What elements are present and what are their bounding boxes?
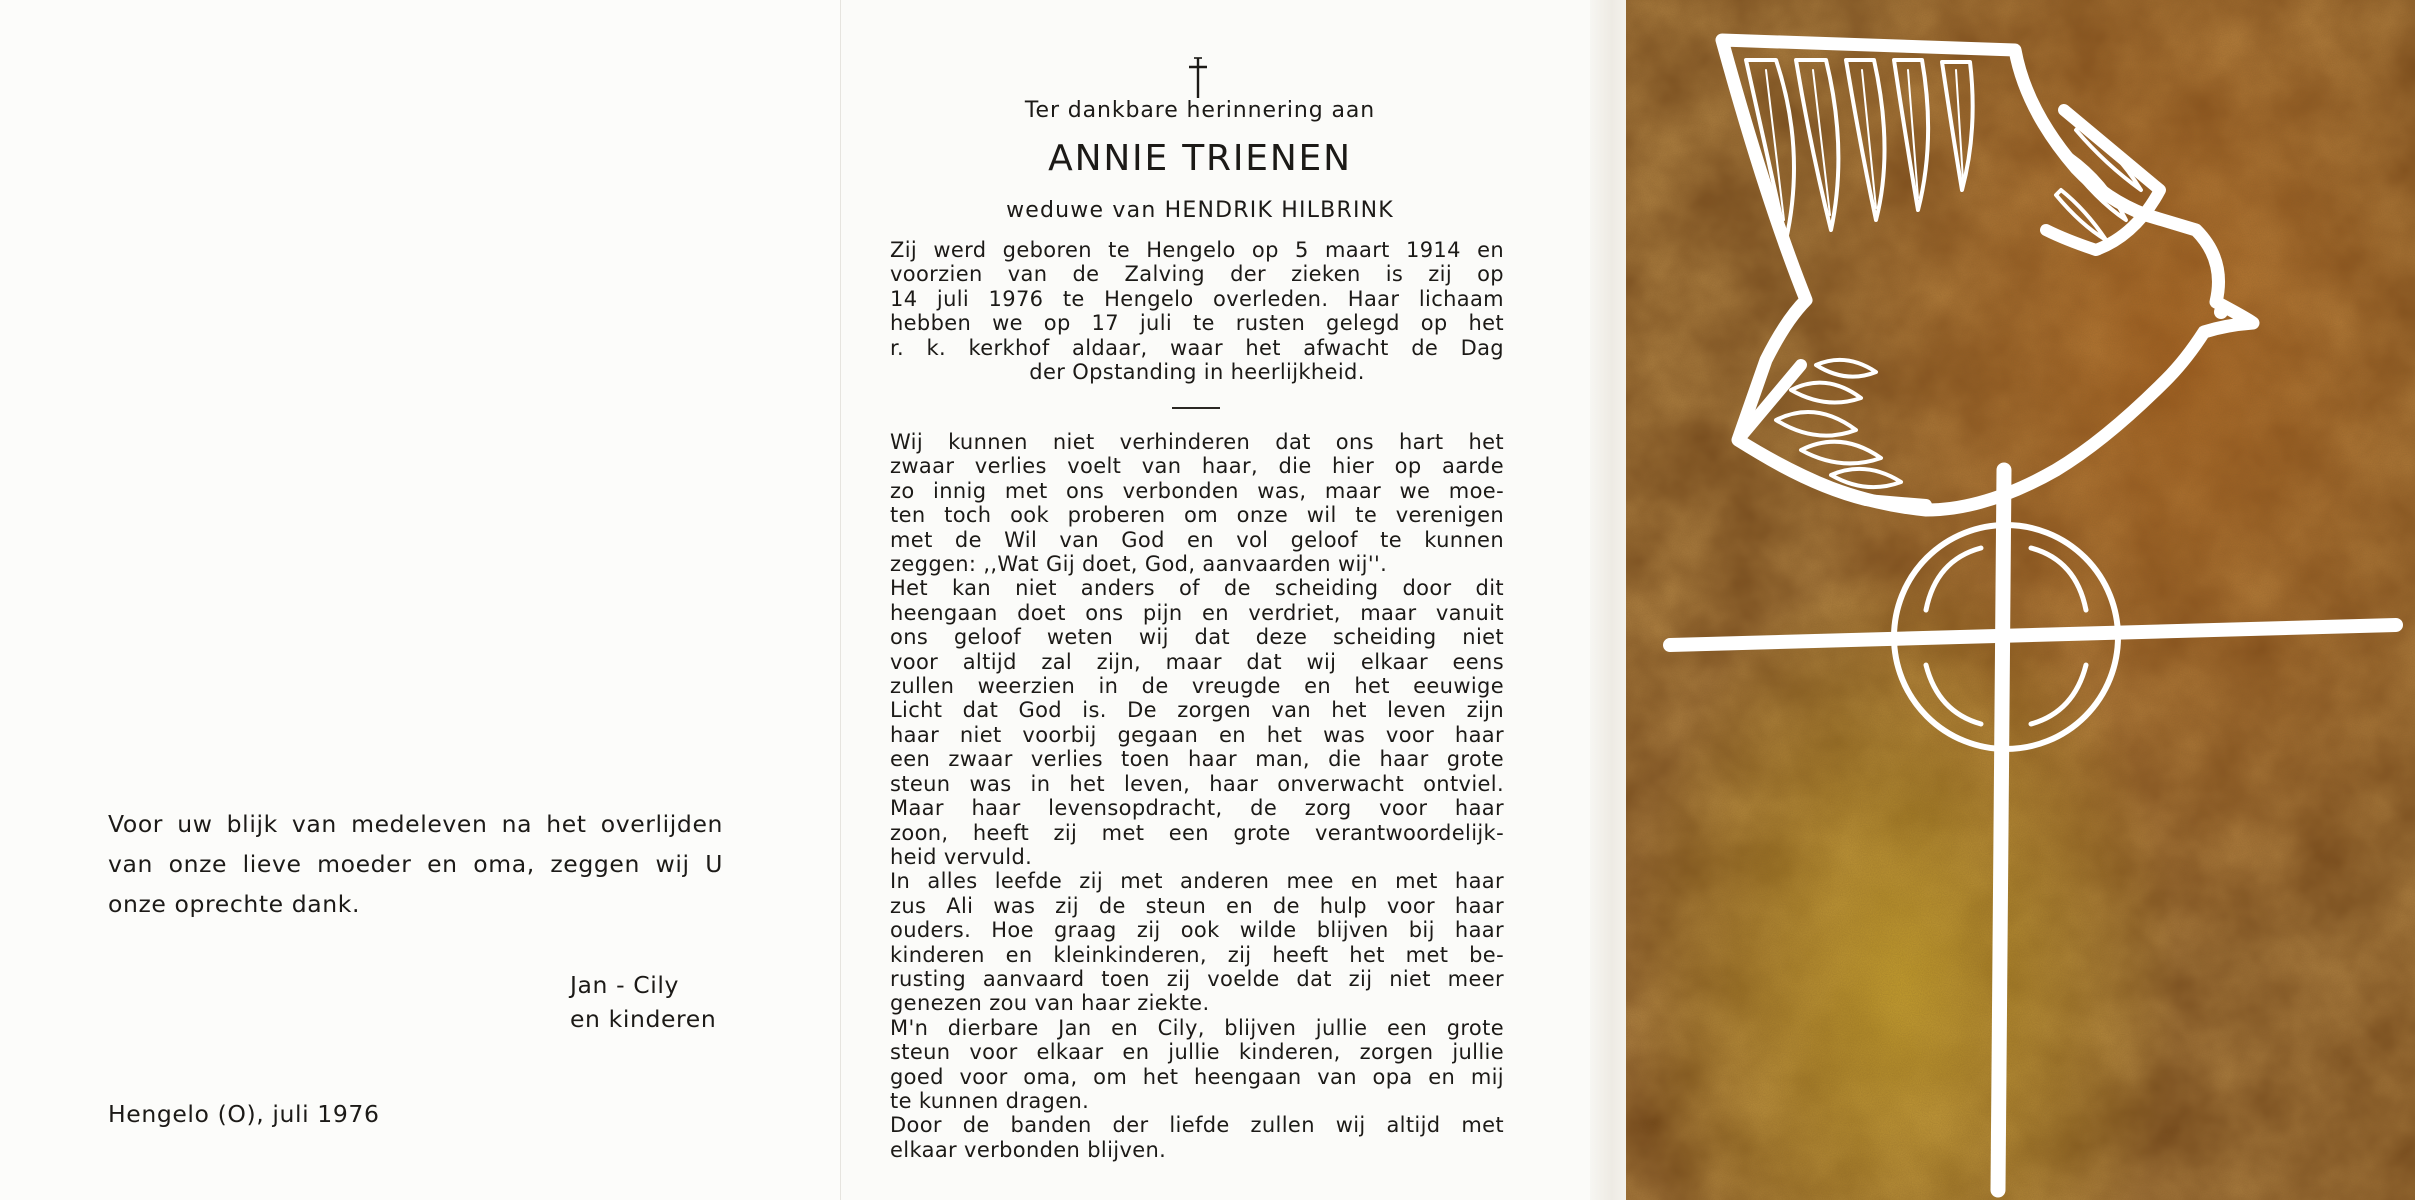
bio-line: hebben we op 17 juli te rusten gelegd op het: [890, 311, 1504, 336]
signature-line: en kinderen: [570, 1005, 717, 1033]
bio-line: 14 juli 1976 te Hengelo overleden. Haar lichaam: [890, 286, 1504, 311]
bio-line: Zij werd geboren te Hengelo op 5 maart 1914 en: [890, 238, 1504, 262]
signature: [570, 968, 723, 1036]
tribute-line: zus Ali was zij de steun en de hulp voor haar: [890, 893, 1504, 918]
tribute-line: zoon, heeft zij met een grote verantwoordelijk-: [890, 820, 1504, 845]
artwork-panel: [1626, 0, 2415, 1200]
deceased-name: ANNIE TRIENEN: [1048, 138, 1352, 179]
tribute-line: te kunnen dragen.: [890, 1088, 1090, 1113]
tribute-line: zeggen: ,,Wat Gij doet, God, aanvaarden wij''.: [890, 552, 1388, 577]
thanks-message: [108, 804, 723, 924]
widow-of: weduwe van HENDRIK HILBRINK: [1006, 198, 1394, 223]
tribute-line: haar niet voorbij gegaan en het was voor haar: [890, 722, 1504, 747]
tribute-line: een zwaar verlies toen haar man, die haar grote: [890, 747, 1504, 772]
tribute-line: zullen weerzien in de vreugde en het eeuwige: [890, 674, 1504, 699]
dove-and-cross-icon: [1626, 0, 2415, 1200]
tribute-line: met de Wil van God en vol geloof te kunnen: [890, 527, 1504, 552]
intro-text: Ter dankbare herinnering aan: [1024, 98, 1376, 123]
bio-line: r. k. kerkhof aldaar, waar het afwacht de Dag: [890, 335, 1504, 360]
tribute-line: ons geloof weten wij dat deze scheiding niet: [890, 625, 1504, 650]
tribute-line: kinderen en kleinkinderen, zij heeft het met be-: [890, 942, 1504, 967]
tribute-line: ouders. Hoe graag zij ook wilde blijven bij haar: [890, 918, 1504, 943]
tribute-line: In alles leefde zij met anderen mee en met haar: [890, 869, 1504, 894]
bio-line: voorzien van de Zalving der zieken is zij op: [890, 262, 1504, 287]
biography: [890, 238, 1504, 384]
divider: [1172, 407, 1220, 409]
tribute-line: zo innig met ons verbonden was, maar we moe-: [890, 478, 1504, 503]
tribute-line: steun voor elkaar en jullie kinderen, zorgen jullie: [890, 1040, 1504, 1065]
tribute-line: goed voor oma, om het heengaan van opa en mij: [890, 1064, 1504, 1089]
tribute-line: genezen zou van haar ziekte.: [890, 991, 1210, 1016]
signature-line: Jan - Cily: [570, 971, 680, 999]
tribute-line: Het kan niet anders of de scheiding door dit: [890, 576, 1504, 601]
thanks-line: Voor uw blijk van medeleven na het overlijden: [108, 810, 723, 838]
tribute-line: zwaar verlies voelt van haar, die hier op aarde: [890, 454, 1504, 479]
tribute-line: Door de banden der liefde zullen wij altijd met: [890, 1113, 1504, 1138]
card-fold: [1590, 0, 1626, 1200]
tribute-line: elkaar verbonden blijven.: [890, 1137, 1167, 1162]
tribute-line: M'n dierbare Jan en Cily, blijven jullie een grote: [890, 1015, 1504, 1040]
tribute-line: Wij kunnen niet verhinderen dat ons hart het: [890, 430, 1504, 454]
place-date: Hengelo (O), juli 1976: [108, 1100, 380, 1128]
thanks-line: onze oprechte dank.: [108, 890, 361, 918]
tribute-line: voor altijd zal zijn, maar dat wij elkaar eens: [890, 649, 1504, 674]
bio-line: der Opstanding in heerlijkheid.: [1029, 360, 1365, 385]
tribute-line: Licht dat God is. De zorgen van het leven zijn: [890, 698, 1504, 723]
tribute-text: [890, 430, 1504, 1162]
tribute-line: Maar haar levensopdracht, de zorg voor haar: [890, 796, 1504, 821]
tribute-line: steun was in het leven, haar onverwacht ontviel.: [890, 771, 1504, 796]
cross-icon: [1183, 54, 1213, 100]
left-panel: [0, 0, 840, 1200]
thanks-line: van onze lieve moeder en oma, zeggen wij U: [108, 850, 723, 878]
tribute-line: ten toch ook proberen om onze wil te verenigen: [890, 503, 1504, 528]
tribute-line: heengaan doet ons pijn en verdriet, maar vanuit: [890, 600, 1504, 625]
tribute-line: rusting aanvaard toen zij voelde dat zij niet meer: [890, 966, 1504, 991]
tribute-line: heid vervuld.: [890, 844, 1033, 869]
